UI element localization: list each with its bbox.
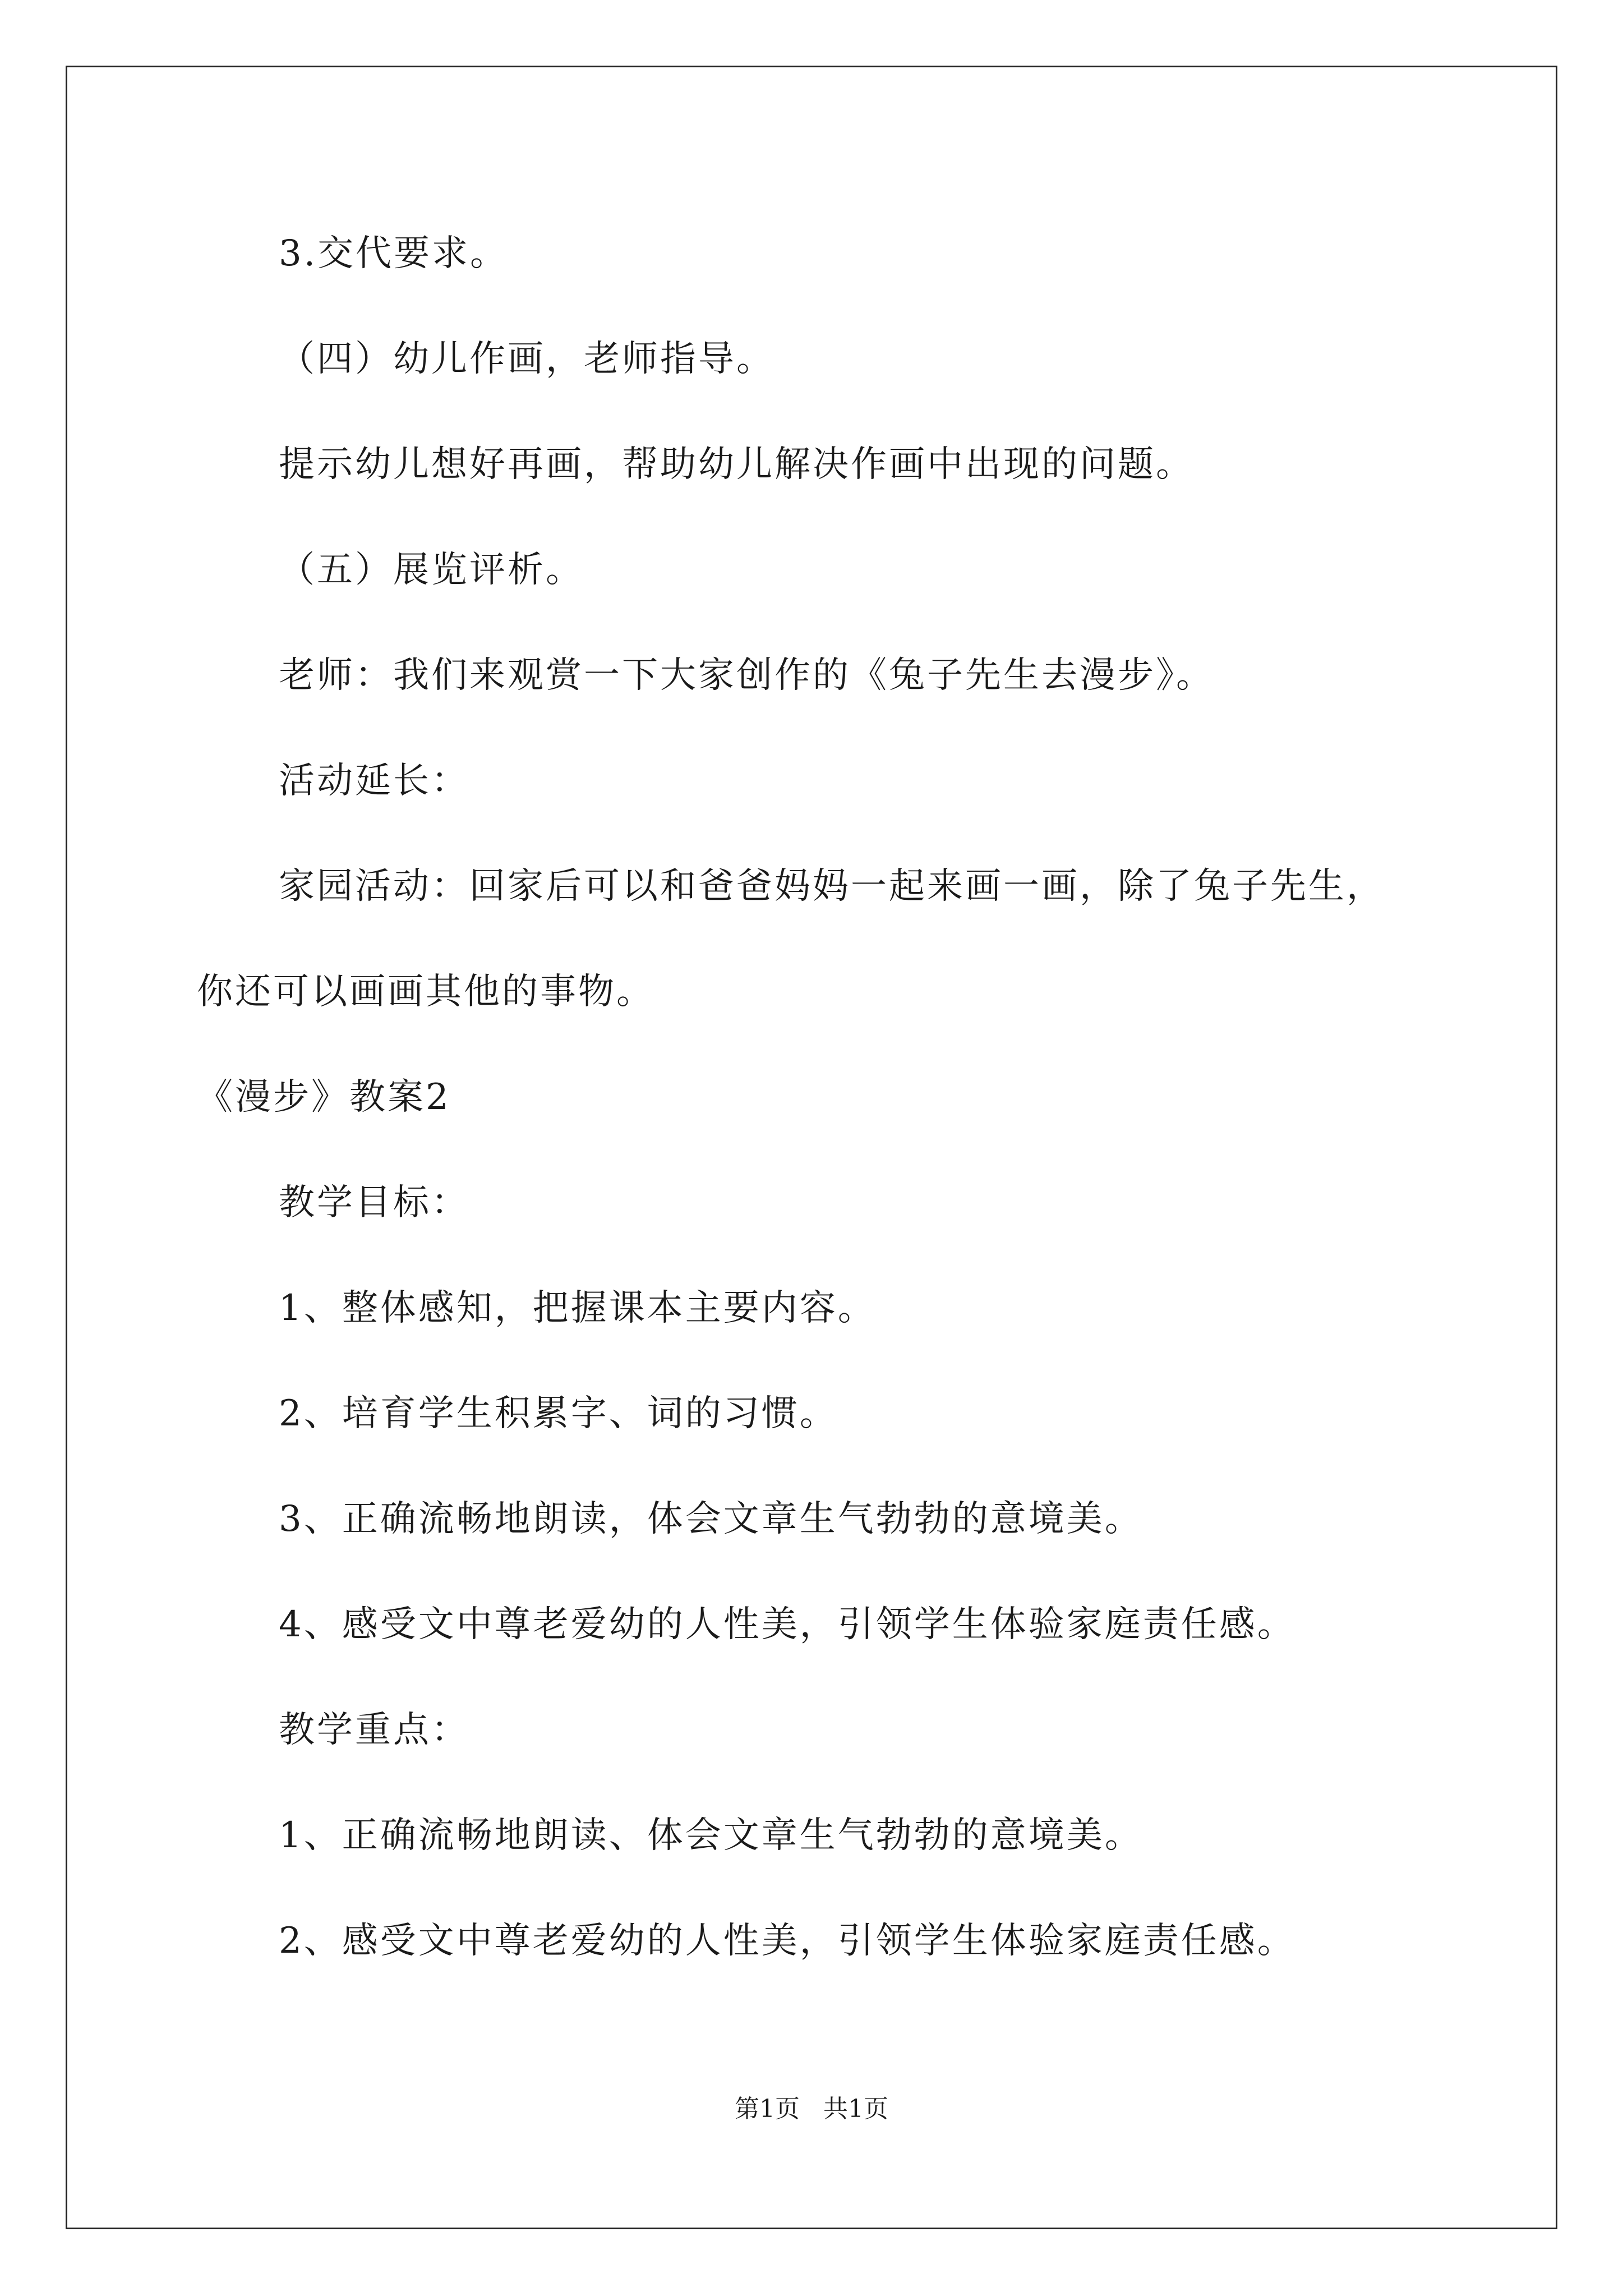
paragraph-line: 3、正确流畅地朗读，体会文章生气勃勃的意境美。 — [279, 1498, 1143, 1540]
paragraph-line: 2、培育学生积累字、词的习惯。 — [279, 1393, 838, 1434]
paragraph-line: （五）展览评析。 — [279, 549, 584, 591]
page-footer — [0, 2092, 1623, 2126]
paragraph-line: 家园活动：回家后可以和爸爸妈妈一起来画一画，除了兔子先生， — [279, 866, 1385, 907]
paragraph-line: 2、感受文中尊老爱幼的人性美，引领学生体验家庭责任感。 — [279, 1920, 1295, 1962]
page-total: 共1页 — [823, 2095, 888, 2123]
page-number: 第1页 — [735, 2095, 800, 2123]
paragraph-line: 1、正确流畅地朗读、体会文章生气勃勃的意境美。 — [279, 1815, 1143, 1856]
paragraph-line: 活动延长： — [279, 760, 469, 802]
section-heading: 《漫步》教案2 — [197, 1076, 451, 1118]
paragraph-line: 你还可以画画其他的事物。 — [197, 971, 654, 1013]
paragraph-line: （四）幼儿作画，老师指导。 — [279, 338, 774, 380]
paragraph-line: 4、感受文中尊老爱幼的人性美，引领学生体验家庭责任感。 — [279, 1604, 1295, 1645]
paragraph-line: 1、整体感知，把握课本主要内容。 — [279, 1287, 876, 1329]
paragraph-line: 老师：我们来观赏一下大家创作的《兔子先生去漫步》。 — [279, 655, 1214, 696]
paragraph-line: 3.交代要求。 — [279, 233, 509, 274]
paragraph-line: 提示幼儿想好再画，帮助幼儿解决作画中出现的问题。 — [279, 444, 1194, 485]
paragraph-line: 教学目标： — [279, 1182, 469, 1223]
paragraph-line: 教学重点： — [279, 1709, 469, 1751]
